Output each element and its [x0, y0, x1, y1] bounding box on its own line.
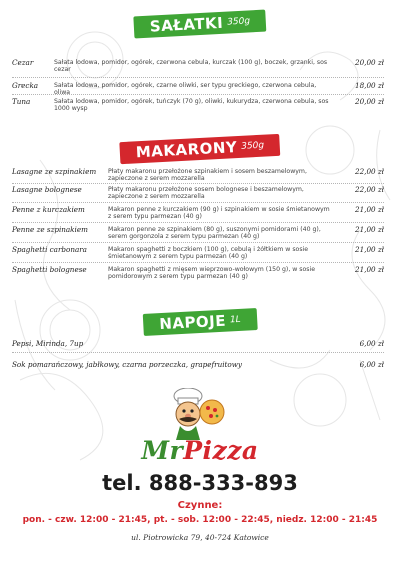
phone-number[interactable]: tel. 888-333-893: [102, 471, 298, 495]
item-desc: Sałata lodowa, pomidor, ogórek, czerwona cebula, kurczak (100 g), boczek, grzanki, sos cezar: [54, 59, 328, 74]
item-name: Pepsi, Mirinda, 7up: [12, 339, 84, 348]
item-name: Tuna: [12, 97, 31, 106]
item-price: 6,00 zł: [359, 360, 384, 369]
salatki-weight: 350g: [226, 16, 251, 28]
item-name: Penne z kurczakiem: [12, 205, 85, 214]
item-desc: Makaron penne ze szpinakiem (80 g), suszonymi pomidorami (40 g), serem gorgonzola z serem typu parmezan (40 g): [108, 226, 321, 241]
item-desc: Sałata lodowa, pomidor, ogórek, tuńczyk (70 g), oliwki, kukurydza, czerwona cebula, sos 1000 wysp: [54, 98, 329, 113]
menu-item: [12, 361, 384, 368]
brand-logo: [0, 436, 400, 465]
chef-mascot-icon: [160, 388, 240, 440]
menu-item: [12, 206, 384, 220]
item-name: Spaghetti bolognese: [12, 265, 87, 274]
divider: [12, 222, 384, 223]
divider: [12, 352, 384, 353]
menu-item: [12, 266, 384, 280]
item-desc: Płaty makaronu przełożone sosem bolognese i beszamelowym, zapieczone z serem mozzarella: [108, 186, 304, 201]
item-name: Lasagne ze szpinakiem: [12, 167, 97, 176]
item-name: Lasagne bolognese: [12, 185, 82, 194]
item-price: 21,00 zł: [355, 205, 384, 214]
menu-item: [12, 340, 384, 347]
item-desc: Makaron spaghetti z mięsem wieprzowo-wołowym (150 g), w sosie pomidorowym z serem typu parmezan (40 g): [108, 266, 316, 281]
makarony-banner: [119, 134, 280, 164]
item-desc: Makaron spaghetti z boczkiem (100 g), cebulą i żółtkiem w sosie śmietanowym z serem typu parmezan (40 g): [108, 246, 309, 261]
menu-item: [12, 186, 384, 200]
divider: [12, 242, 384, 243]
divider: [12, 183, 384, 184]
item-desc: Płaty makaronu przełożone szpinakiem i sosem beszamelowym, zapieczone z serem mozzarella: [108, 168, 307, 183]
menu-item: [12, 59, 384, 73]
item-name: Sok pomarańczowy, jabłkowy, czarna porzeczka, grapefruitowy: [12, 360, 242, 369]
divider: [12, 202, 384, 203]
item-price: 21,00 zł: [355, 245, 384, 254]
menu-item: [12, 168, 384, 182]
item-price: 6,00 zł: [359, 339, 384, 348]
salatki-banner: [133, 10, 266, 39]
napoje-title: NAPOJE: [158, 311, 227, 334]
hours-title: Czynne:: [177, 500, 223, 511]
item-name: Penne ze szpinakiem: [12, 225, 88, 234]
menu-item: [12, 98, 384, 112]
item-price: 21,00 zł: [355, 225, 384, 234]
item-name: Cezar: [12, 58, 34, 67]
brand-pizza: Pizza: [183, 436, 259, 465]
item-price: 20,00 zł: [355, 97, 384, 106]
menu-item: [12, 226, 384, 240]
address: ul. Piotrowicka 79, 40-724 Katowice: [131, 533, 269, 542]
divider: [12, 77, 384, 78]
item-desc: Makaron penne z kurczakiem (90 g) i szpinakiem w sosie śmietanowym z serem typu parmezan (40 g): [108, 206, 330, 221]
makarony-weight: 350g: [240, 140, 265, 152]
item-name: Grecka: [12, 81, 39, 90]
item-price: 21,00 zł: [355, 265, 384, 274]
item-price: 18,00 zł: [355, 81, 384, 90]
item-price: 20,00 zł: [355, 58, 384, 67]
menu-item: [12, 246, 384, 260]
makarony-title: MAKARONY: [135, 138, 238, 162]
salatki-title: SAŁATKI: [149, 13, 224, 36]
divider: [12, 94, 384, 95]
brand-mr: Mr: [141, 436, 184, 465]
item-name: Spaghetti carbonara: [12, 245, 87, 254]
item-price: 22,00 zł: [355, 167, 384, 176]
item-price: 22,00 zł: [355, 185, 384, 194]
napoje-banner: [143, 308, 257, 336]
item-desc: Sałata lodowa, pomidor, ogórek, czarne oliwki, ser typu greckiego, czerwona cebula, oliwa: [54, 82, 317, 97]
opening-hours: pon. - czw. 12:00 - 21:45, pt. - sob. 12:00 - 22:45, niedz. 12:00 - 21:45: [22, 515, 378, 525]
napoje-weight: 1L: [229, 314, 241, 326]
divider: [12, 262, 384, 263]
